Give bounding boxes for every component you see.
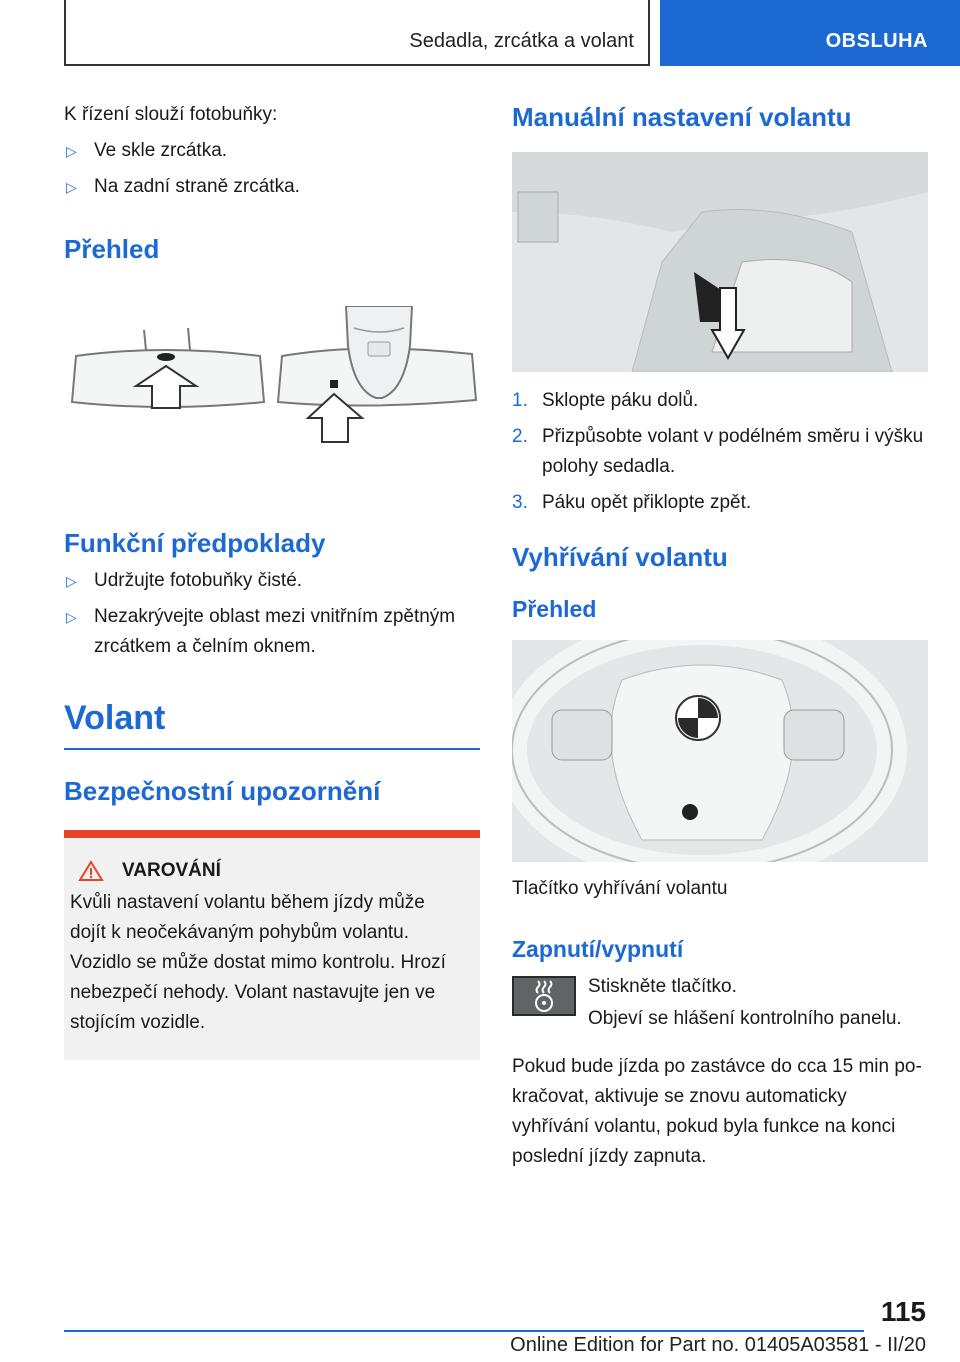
right-column (512, 100, 928, 1172)
footer-edition: Online Edition for Part no. 01405A03581 - II/20 (510, 1334, 926, 1356)
steering-wheel-drawing (512, 640, 928, 862)
steering-lever-illustration (512, 152, 928, 372)
left-column (64, 100, 480, 1060)
heating-heading: Vyhřívání volantu (512, 542, 728, 572)
section-divider (64, 748, 480, 750)
list-item: 1. Sklopte páku dolů. (512, 390, 699, 411)
triangle-bullet-icon: ▷ (66, 143, 77, 159)
func-list (64, 566, 480, 662)
volant-heading: Volant (64, 699, 166, 737)
press-text: Stiskněte tlačítko. (588, 976, 737, 997)
func-heading: Funkční předpoklady (64, 528, 326, 558)
heating-overview-heading: Přehled (512, 596, 597, 622)
list-item: 3. Páku opět přiklopte zpět. (512, 492, 752, 513)
page-number: 115 (880, 1296, 926, 1327)
heating-button-row (512, 972, 928, 1034)
warning-title: VAROVÁNÍ (70, 860, 460, 882)
safety-heading: Bezpečnostní upozornění (64, 776, 381, 806)
triangle-bullet-icon: ▷ (66, 179, 77, 195)
warning-box (64, 830, 480, 1060)
steering-lever-drawing (512, 152, 928, 372)
footer-divider (64, 1330, 864, 1332)
figure-caption: Tlačítko vyhřívání volantu (512, 878, 728, 899)
header-chapter-title: OBSLUHA (825, 30, 928, 52)
list-item: ▷ Ve skle zrcátka. (64, 136, 480, 166)
triangle-bullet-icon: ▷ (66, 609, 77, 625)
header-chapter-tab (660, 0, 960, 66)
list-item: ▷ Udržujte fotobuňky čisté. (64, 566, 480, 596)
steering-wheel-illustration (512, 640, 928, 862)
warning-text: Kvůli nastavení volantu během jízdy může dojít k neočekávaným pohybům volantu. Vozidlo se může dostat mimo kontrolu. Hrozí nebezpečí nehody. Volant nastavujte jen ve stojícím vozidle. (70, 892, 446, 1033)
list-item: ▷ Na zadní straně zrcátka. (64, 172, 480, 202)
triangle-bullet-icon: ▷ (66, 573, 77, 589)
steering-heat-button-icon (512, 976, 576, 1016)
mirror-illustration (64, 306, 480, 506)
manual-steps (512, 386, 928, 518)
message-text: Objeví se hlášení kontrolního panelu. (588, 1008, 902, 1029)
header-section-tab (64, 0, 650, 66)
warning-triangle-icon (78, 860, 104, 882)
mirror-drawing (64, 306, 480, 506)
intro-text: K řízení slouží fotobuňky: (64, 104, 278, 125)
header-section-title: Sedadla, zrcátka a volant (409, 30, 634, 52)
intro-list (64, 136, 480, 202)
manual-heading: Manuální nastavení volantu (512, 102, 852, 132)
list-item: ▷ Nezakrývejte oblast mezi vnitřním zpětným zrcátkem a čelním oknem. (64, 602, 480, 662)
onoff-heading: Zapnutí/vypnutí (512, 936, 684, 962)
overview-heading: Přehled (64, 234, 160, 264)
auto-heating-paragraph: Pokud bude jízda po zastávce do cca 15 min pokračovat, aktivuje se znovu automaticky vyhřívání volantu, pokud byla funkce na konci poslední jízdy zapnuta. (512, 1056, 922, 1167)
heating-instructions (588, 972, 902, 1034)
list-item: 2. Přizpůsobte volant v podélném směru i výšku polohy sedadla. (512, 426, 924, 477)
